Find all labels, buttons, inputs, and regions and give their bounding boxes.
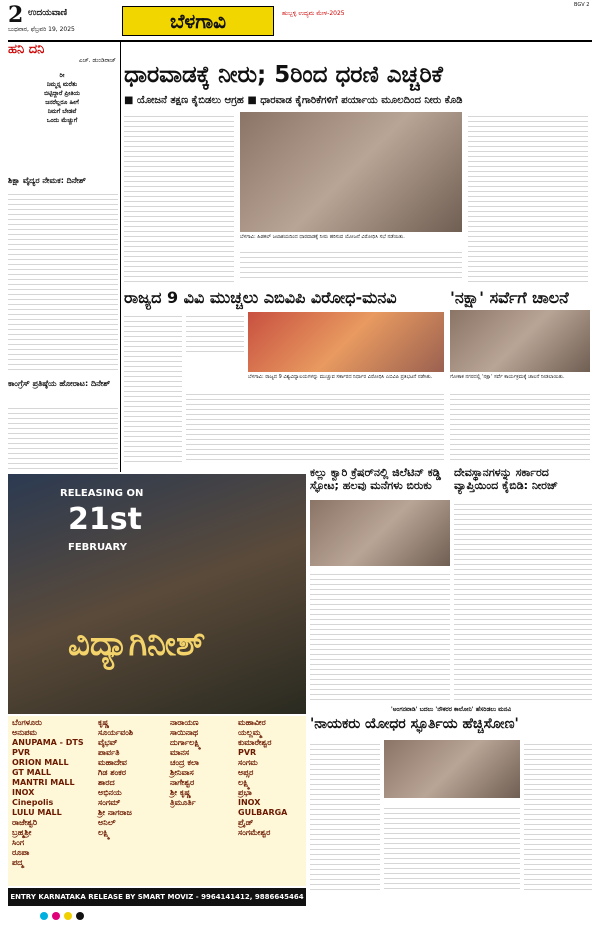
naksha-text [450, 390, 590, 462]
cinema-column-mid: ಕೃಷ್ಣ ಸೂರ್ಯವಂಶಿ ವೈಭವ್ ಪಾರ್ವತಿ ಮಹಾದೇವ ಗಿಡ ಶಂಕರ ಶಾರದ ಅಭಿನಯ ಸಂಗಮ್ ಶ್ರೀ ನಾಗರಾಜ ಅನಿಲ್ ಲಕ್ಷ್ಮಿ [98, 718, 134, 837]
honey-byline: ಎಚ್. ಡುಂಡಿರಾಜ್ [78, 57, 116, 64]
veer-text-col-2 [384, 804, 520, 890]
edition-title: ಬೆಳಗಾವಿ [122, 6, 274, 36]
devastana-headline: ದೇವಸ್ಥಾನಗಳನ್ನು ಸರ್ಕಾರದ ವ್ಯಾಪ್ತಿಯಿಂದ ಕೈಬಿಡಿ: ನೀರಜ್ [454, 466, 558, 492]
cinema-column-right: ಮಹಾವೀರ ಯಲ್ಲಮ್ಮ ಕುಮಾರೇಶ್ವರ PVR ಸಂಗಮ ಅಪ್ಸರ ಲಕ್ಷ್ಮಿ ಪ್ರಭಾ INOX GULBARGA ಪ್ರೈಡ್ ಸಂಗಮೇಶ್ವರ [238, 718, 288, 837]
congress-headline: ಕಾಂಗ್ರೆಸ್ ಪ್ರತಿಷ್ಠೆಯ ಹೋರಾಟ: ದಿನೇಶ್ [8, 379, 111, 388]
top-brief [340, 6, 585, 40]
left-subhead: ಶಿಕ್ಷಾ ವೈದ್ಯರ ನೇಮಕ: ದಿನೇಶ್ [8, 176, 86, 185]
registration-mark-cyan [40, 912, 48, 920]
abvp-text-col-2 [186, 312, 244, 352]
veer-text-col-1 [310, 740, 380, 890]
naksha-photo [450, 310, 590, 372]
left-column-text [8, 190, 118, 370]
abvp-caption: ಬೆಳಗಾವಿ: ರಾಜ್ಯದ 9 ವಿಶ್ವವಿದ್ಯಾಲಯಗಳನ್ನು ಮುಚ್ಚುವ ಸರ್ಕಾರದ ನಿರ್ಧಾರ ವಿರೋಧಿಸಿ ಎಬಿವಿಪಿ ಪ್ರತಿಭಟನೆ ನಡೆಸಿತು. [248, 374, 433, 380]
registration-mark-magenta [52, 912, 60, 920]
naksha-caption: ಗೋಕಾಕ ನಗರದಲ್ಲಿ 'ನಕ್ಷಾ' ಸರ್ವೆ ಕಾರ್ಯಕ್ರಮಕ್ಕೆ ಚಾಲನೆ ನೀಡಲಾಯಿತು. [450, 374, 565, 380]
registration-mark-yellow [64, 912, 72, 920]
naksha-headline: 'ನಕ್ಷಾ' ಸರ್ವೆಗೆ ಚಾಲನೆ [450, 288, 569, 307]
congress-text [8, 404, 118, 470]
lead-photo-caption: ಬೆಳಗಾವಿ: ಹಿಡಕಲ್ ಜಲಾಶಯದಿಂದ ಧಾರವಾಡಕ್ಕೆ ನೀರು ಹರಿಸುವ ಯೋಜನೆ ವಿರೋಧಿಸಿ ಸಭೆ ನಡೆಯಿತು. [240, 234, 405, 240]
edition-code: BGV 2 [574, 2, 590, 8]
kallu-photo [310, 500, 450, 566]
honey-dani-title: ಹನಿ ದನಿ [8, 42, 45, 57]
kallu-text [310, 570, 450, 700]
cinema-column-mid2: ನಾರಾಯಣ ಸಾಯಿನಾಥ ದುರ್ಗಾಲಕ್ಷ್ಮಿ ಮಾನಸ ಚಂದ್ರ ಕಲಾ ಶ್ರೀನಿವಾಸ ನಾಗೇಶ್ವರ ಶ್ರೀ ಕೃಷ್ಣ ತ್ರಿಮೂರ್ತಿ [170, 718, 201, 807]
lead-text-under-photo [240, 248, 462, 282]
release-date: 21st [68, 502, 142, 537]
lead-deck: ■ ಯೋಜನೆ ತಕ್ಷಣ ಕೈಬಿಡಲು ಆಗ್ರಹ ■ ಧಾರವಾಡ ಕೈಗಾರಿಕೆಗಳಿಗೆ ಪರ್ಯಾಯ ಮೂಲದಿಂದ ನೀರು ಕೊಡಿ [124, 95, 463, 106]
release-label: RELEASING ON [60, 488, 144, 499]
edition-badge: ಹುಬ್ಬಳ್ಳಿ ಉದ್ಯಮ ಮೇಳ-2025 [282, 10, 345, 17]
paper-name: ಉದಯವಾಣಿ [28, 8, 68, 18]
abvp-text-col-1 [124, 312, 182, 462]
lead-text-col-1 [124, 112, 234, 282]
lead-text-col-3 [468, 112, 588, 282]
honey-poem: ರೀ ನಿಮ್ಮನ್ನ ಮರೆತು ಬಿಟ್ಟಿದ್ದಾರೆ ಪ್ರೀತಿಯ ಜನರೆಲ್ಲರೂ ಹೀಗೆ ನಿಮಗೆ ಬೇಡವೆ ಒಂದು ಮೆಚ್ಚುಗೆ [44, 72, 80, 124]
veer-kicker: 'ಅಂಗನವಾಡಿ' ಬದಲು 'ನೌಕರರ ಕಾಲೋನಿ' ಹೆಸರಿಡಲು ಮನವಿ [390, 706, 512, 713]
movie-ad-poster [8, 474, 306, 714]
release-month: FEBRUARY [68, 542, 127, 553]
veer-text-col-3 [524, 740, 592, 890]
lead-headline: ಧಾರವಾಡಕ್ಕೆ ನೀರು; 5ರಿಂದ ಧರಣಿ ಎಚ್ಚರಿಕೆ [124, 62, 443, 88]
veer-headline: 'ನಾಯಕರು ಯೋಧರ ಸ್ಫೂರ್ತಿಯ ಹೆಚ್ಚಿಸೋಣ' [310, 716, 519, 732]
lead-photo [240, 112, 462, 232]
cinema-listings [8, 716, 306, 886]
abvp-photo [248, 312, 444, 372]
devastana-text [454, 500, 592, 700]
veer-photo [384, 740, 520, 798]
abvp-text-lower [186, 390, 444, 462]
cinema-column-left: ಬೆಂಗಳೂರು ಅನುಪಮ ANUPAMA - DTS PVR ORION MALL GT MALL MANTRI MALL INOX Cinepolis LULU MALL ರಾಜೇಶ್ವರಿ ಬ್ರಹ್ಮಶ್ರೀ ಸಿಂಗ ರೂಪಾ ಪದ್ಮ [12, 718, 84, 867]
column-rule [120, 42, 121, 472]
page-number: 2 [8, 2, 24, 28]
smart-moviz-footer: ENTRY KARNATAKA RELEASE BY SMART MOVIZ - 9964141412, 9886645464 [8, 888, 306, 906]
kallu-headline: ಕಲ್ಲು ಕ್ವಾರಿ ಕ್ರೆಷರ್‌ನಲ್ಲಿ ಜಿಲೆಟಿನ್ ಕಡ್ಡಿ ಸ್ಫೋಟ; ಹಲವು ಮನೆಗಳು ಬಿರುಕು [310, 466, 441, 492]
abvp-headline: ರಾಜ್ಯದ 9 ವಿವಿ ಮುಚ್ಚಲು ಎಬಿವಿಪಿ ವಿರೋಧ-ಮನವಿ [124, 288, 397, 307]
registration-mark-black [76, 912, 84, 920]
honey-dani-column [8, 42, 116, 125]
issue-date: ಬುಧವಾರ, ಫೆಬ್ರವರಿ 19, 2025 [8, 26, 75, 33]
film-title: ವಿದ್ಯಾಗಿನೀಶ್ [68, 624, 206, 664]
